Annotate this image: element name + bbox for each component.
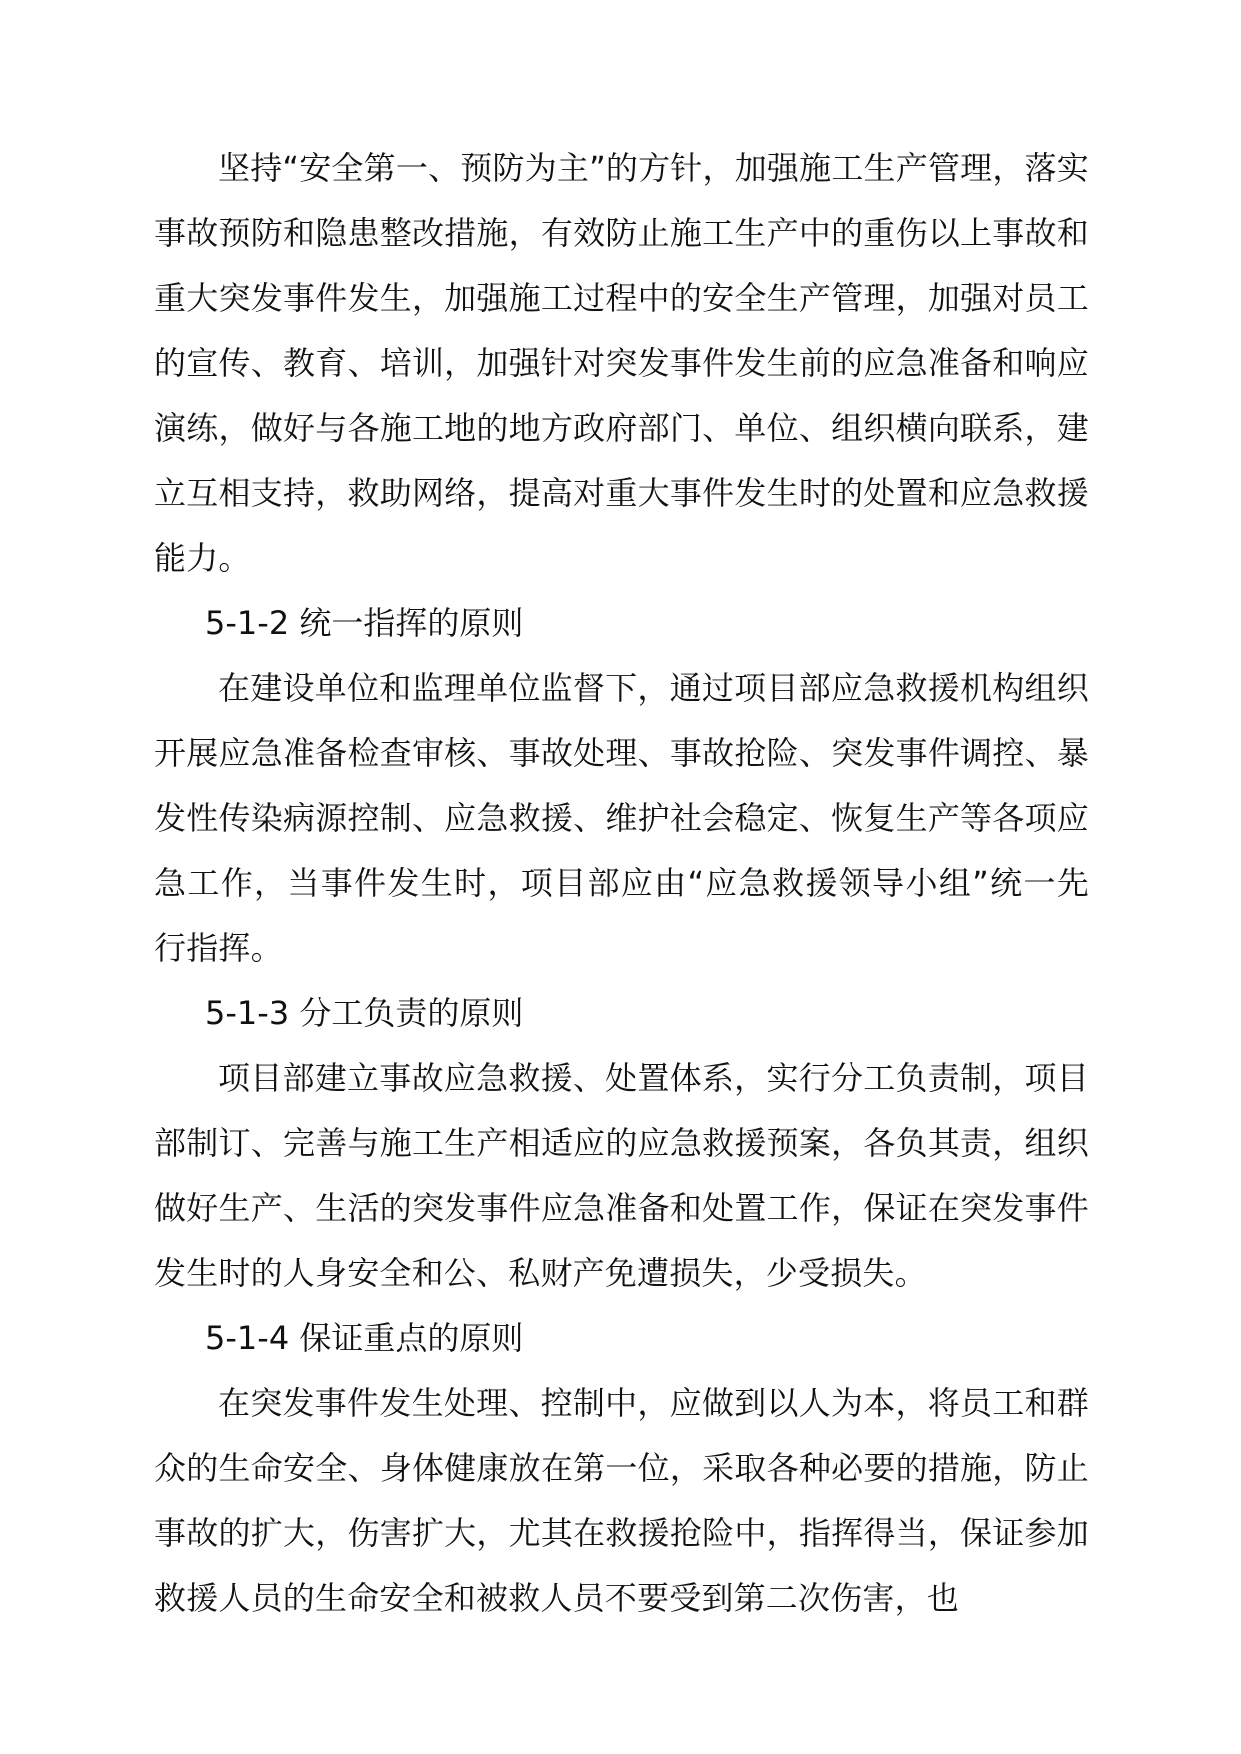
- paragraph-division-of-responsibility: 项目部建立事故应急救援、处置体系，实行分工负责制，项目部制订、完善与施工生产相适应的应急救援预案，各负其责，组织做好生产、生活的突发事件应急准备和处置工作，保证在突发事件发生时的人身安全和公、私财产免遭损失，少受损失。: [154, 1059, 1089, 1292]
- section-heading-5-1-3: 5-1-3 分工负责的原则: [205, 994, 524, 1032]
- section-heading-5-1-4: 5-1-4 保证重点的原则: [205, 1319, 524, 1357]
- paragraph-principle-prevention: 坚持“安全第一、预防为主”的方针，加强施工生产管理，落实事故预防和隐患整改措施，有效防止施工生产中的重伤以上事故和重大突发事件发生，加强施工过程中的安全生产管理，加强对员工的宣传、教育、培训，加强针对突发事件发生前的应急准备和响应演练，做好与各施工地的地方政府部门、单位、组织横向联系，建立互相支持，救助网络，提高对重大事件发生时的处置和应急救援能力。: [154, 149, 1089, 577]
- section-heading-5-1-2: 5-1-2 统一指挥的原则: [205, 604, 524, 642]
- paragraph-unified-command: 在建设单位和监理单位监督下，通过项目部应急救援机构组织开展应急准备检查审核、事故处理、事故抢险、突发事件调控、暴发性传染病源控制、应急救援、维护社会稳定、恢复生产等各项应急工作，当事件发生时，项目部应由“应急救援领导小组”统一先行指挥。: [154, 669, 1089, 967]
- document-body: [154, 136, 1089, 1631]
- paragraph-ensure-priorities: 在突发事件发生处理、控制中，应做到以人为本，将员工和群众的生命安全、身体健康放在第一位，采取各种必要的措施，防止事故的扩大，伤害扩大，尤其在救援抢险中，指挥得当，保证参加救援人员的生命安全和被救人员不要受到第二次伤害，也: [154, 1384, 1089, 1617]
